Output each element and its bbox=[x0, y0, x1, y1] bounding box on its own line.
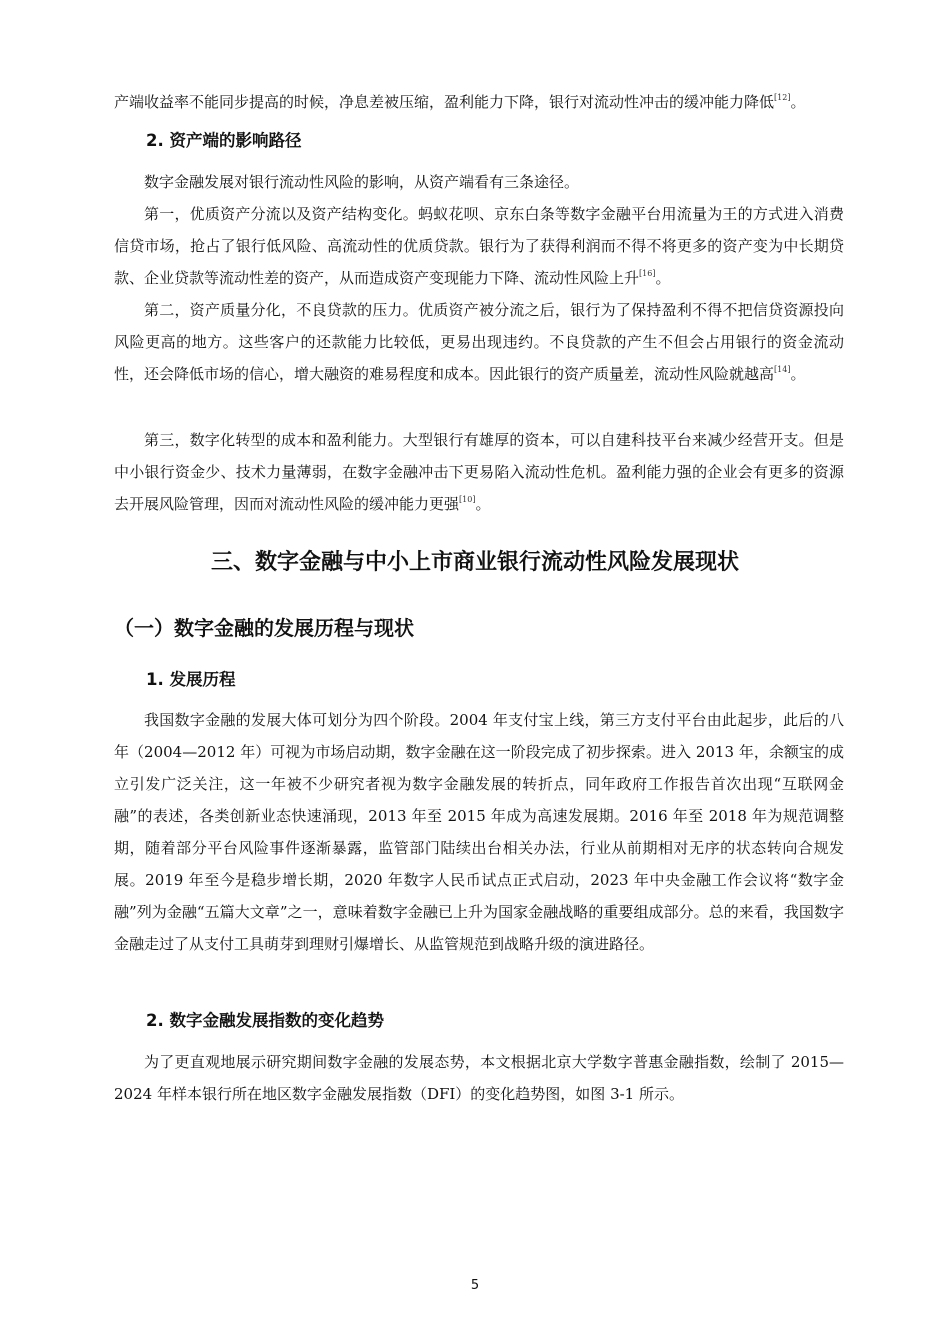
citation: [10] bbox=[459, 495, 476, 504]
chapter-title: 三、数字金融与中小上市商业银行流动性风险发展现状 bbox=[210, 550, 739, 575]
subheading-asset-side: 2. 资产端的影响路径 bbox=[146, 131, 302, 150]
citation: [14] bbox=[774, 365, 791, 374]
paragraph-asset-intro: 数字金融发展对银行流动性风险的影响，从资产端看有三条途径。 bbox=[144, 173, 580, 191]
subheading-history: 1. 发展历程 bbox=[146, 670, 236, 689]
paragraph-third-path: 第三，数字化转型的成本和盈利能力。大型银行有雄厚的资本，可以自建科技平台来减少经营开支。但是中小银行资金少、技术力量薄弱，在数字金融冲击下更易陷入流动性危机。盈利能力强的企业会有更多的资源去开展风险管理，因而对流动性风险的缓冲能力更强[10]。 bbox=[114, 431, 844, 513]
citation: [12] bbox=[774, 93, 791, 102]
section-title: （一）数字金融的发展历程与现状 bbox=[114, 616, 414, 640]
paragraph-index-trend: 为了更直观地展示研究期间数字金融的发展态势，本文根据北京大学数字普惠金融指数，绘制了 2015—2024 年样本银行所在地区数字金融发展指数（DFI）的变化趋势图，如图 3-1 所示。 bbox=[114, 1053, 844, 1103]
page-number: 5 bbox=[470, 1278, 480, 1293]
paragraph-history: 我国数字金融的发展大体可划分为四个阶段。2004 年支付宝上线，第三方支付平台由此起步，此后的八年（2004—2012 年）可视为市场启动期，数字金融在这一阶段完成了初步探索。进入 2013 年，余额宝的成立引发广泛关注，这一年被不少研究者视为数字金融发展的转折点，同年政府工作报告首次出现“互联网金融”的表述，各类创新业态快速涌现，2013 年至 2015 年成为高速发展期。2016 年至 2018 年为规范调整期，随着部分平台风险事件逐渐暴露，监管部门陆续出台相关办法，行业从前期相对无序的状态转向合规发展。2019 年至今是稳步增长期，2020 年数字人民币试点正式启动，2023 年中央金融工作会议将“数字金融”列为金融“五篇大文章”之一，意味着数字金融已上升为国家金融战略的重要组成部分。总的来看，我国数字金融走过了从支付工具萌芽到理财引爆增长、从监管规范到战略升级的演进路径。 bbox=[114, 711, 844, 953]
paragraph-second-path: 第二，资产质量分化，不良贷款的压力。优质资产被分流之后，银行为了保持盈利不得不把信贷资源投向风险更高的地方。这些客户的还款能力比较低，更易出现违约。不良贷款的产生不但会占用银行的资金流动性，还会降低市场的信心，增大融资的难易程度和成本。因此银行的资产质量差，流动性风险就越高[14]。 bbox=[114, 301, 844, 383]
citation: [16] bbox=[639, 269, 656, 278]
paragraph-first-path: 第一，优质资产分流以及资产结构变化。蚂蚁花呗、京东白条等数字金融平台用流量为王的方式进入消费信贷市场，抢占了银行低风险、高流动性的优质贷款。银行为了获得利润而不得不将更多的资产变为中长期贷款、企业贷款等流动性差的资产，从而造成资产变现能力下降、流动性风险上升[16]。 bbox=[114, 205, 844, 287]
subheading-index-trend: 2. 数字金融发展指数的变化趋势 bbox=[146, 1011, 384, 1030]
paragraph-liability-tail: 产端收益率不能同步提高的时候，净息差被压缩，盈利能力下降，银行对流动性冲击的缓冲能力降低[12]。 bbox=[114, 93, 806, 111]
